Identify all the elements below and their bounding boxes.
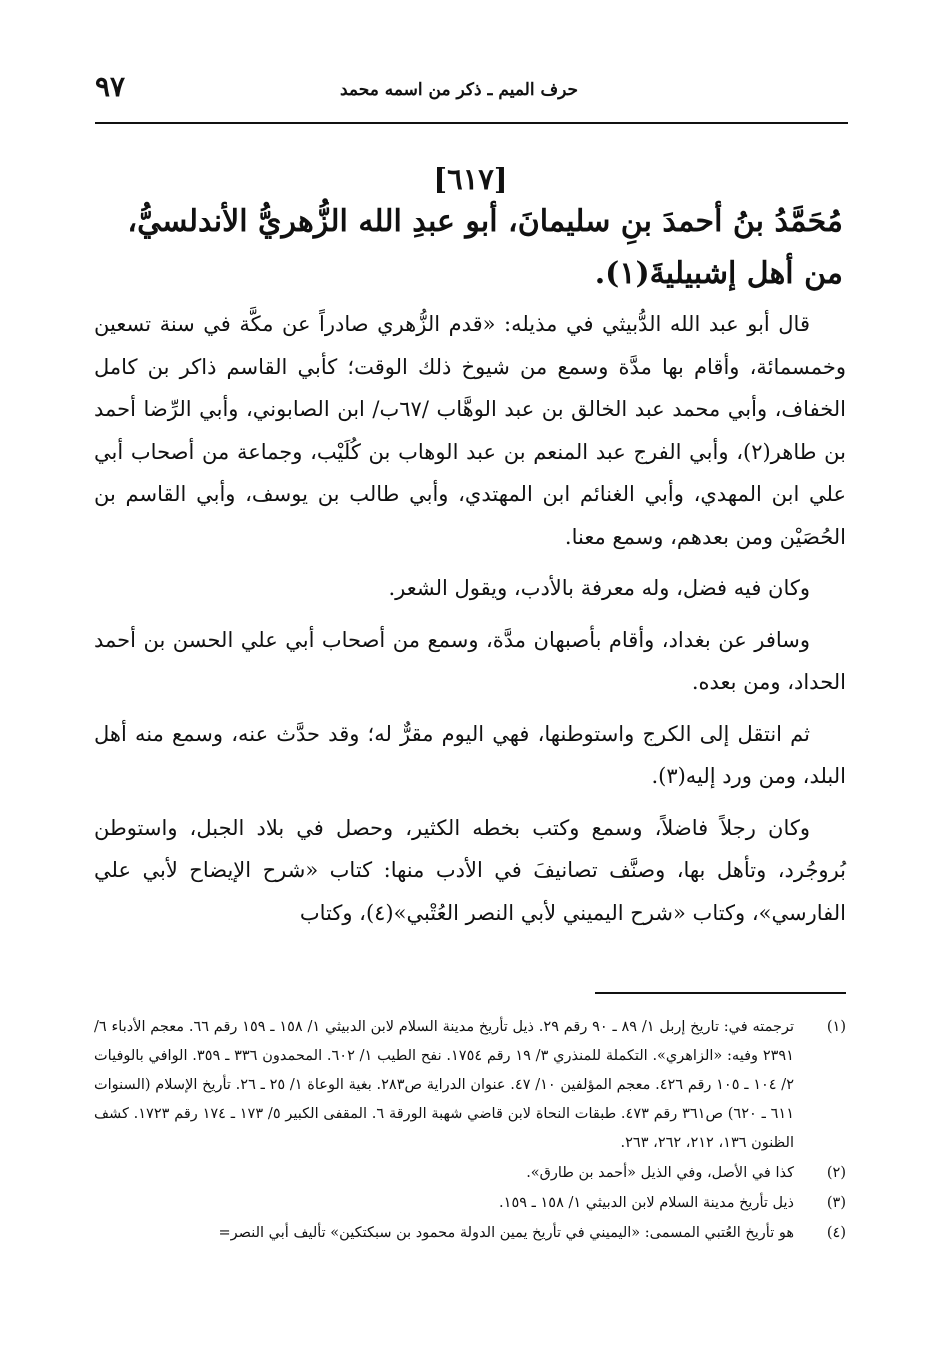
entry-number: [٦١٧] (433, 162, 508, 196)
footnote (94, 1013, 846, 1158)
paragraph (94, 567, 846, 610)
footnote-number: (٢) (826, 1165, 846, 1181)
paragraph (94, 807, 846, 935)
paragraph-text: وكان رجلاً فاضلاً، وسمع وكتب بخطه الكثير، وحصل في بلاد الجبل، واستوطن بُروجُرد، وتأهل بها، وصنَّف تصانيفَ في الأدب منها: كتاب «شرح الإيضاح لأبي علي الفارسي»، وكتاب «شرح اليميني لأبي النصر العُتْبي»(٤)، وكتاب (94, 815, 846, 925)
biography-text (94, 303, 846, 934)
paragraph (94, 619, 846, 704)
paragraph-text: ثم انتقل إلى الكرج واستوطنها، فهي اليوم مقرٌّ له؛ وقد حدَّث عنه، وسمع منه أهل البلد، ومن ورد إليه(٣). (94, 721, 846, 788)
running-title: حرف الميم ـ ذكر من اسمه محمد (339, 80, 578, 100)
paragraph-text: قال أبو عبد الله الدُّبيثي في مذيله: «قدم الزُّهري صادراً عن مكَّة في سنة تسعين وخمسمائة، وأقام بها مدَّة وسمع من شيوخ ذلك الوقت؛ كأبي القاسم ذاكر بن كامل الخفاف، وأبي محمد عبد الخالق بن عبد الوهَّاب /٦٧ب/ ابن الصابوني، وأبي الرِّضا أحمد بن طاهر(٢)، وأبي الفرج عبد المنعم بن عبد الوهاب بن كُلَيْب، وجماعة من أصحاب أبي علي ابن المهدي، وأبي الغنائم ابن المهتدي، وأبي طالب بن يوسف، وأبي القاسم بن الحُصَيْن ومن بعدهم، وسمع معنا. (94, 312, 846, 549)
footnote-divider (595, 992, 846, 994)
footnotes (94, 1013, 846, 1249)
footnote-number: (١) (826, 1019, 846, 1035)
footnote (94, 1159, 846, 1188)
footnote-text: كذا في الأصل، وفي الذيل «أحمد بن طارق». (526, 1165, 794, 1181)
footnote-text: هو تأريخ العُتبي المسمى: «اليميني في تأريخ يمين الدولة محمود بن سبكتكين» تأليف أبي النصر= (218, 1225, 794, 1241)
footnote (94, 1219, 846, 1248)
footnote (94, 1189, 846, 1218)
paragraph-text: وكان فيه فضل، وله معرفة بالأدب، ويقول الشعر. (388, 576, 810, 600)
header-divider (95, 122, 848, 124)
page-header (95, 64, 846, 114)
footnote-text: ترجمته في: تاريخ إربل ١/ ٨٩ ـ ٩٠ رقم ٢٩. ذيل تأريخ مدينة السلام لابن الدبيثي ١/ ١٥٨ ـ ١٥٩ رقم ٦٦. معجم الأدباء ٦/ ٢٣٩١ وفيه: «الزاهري». التكملة للمنذري ٣/ ١٩ رقم ١٧٥٤. نفح الطيب ١/ ٦٠٢. المحمدون ٣٣٦ ـ ٣٥٩. الوافي بالوفيات ٢/ ١٠٤ ـ ١٠٥ رقم ٤٢٦. معجم المؤلفين ١٠/ ٤٧. عنوان الدراية ص٢٨٣. بغية الوعاة ١/ ٢٥ ـ ٢٦. تأريخ الإسلام (السنوات ٦١١ ـ ٦٢٠) ص٣٦١ رقم ٤٧٣. طبقات النحاة لابن قاضي شهبة الورقة ٦. المقفى الكبير ٥/ ١٧٣ ـ ١٧٤ رقم ١٧٢٣. كشف الظنون ١٣٦، ٢١٢، ٢٦٢، ٢٦٣. (94, 1019, 795, 1151)
page-number: ٩٧ (95, 70, 126, 103)
footnote-number: (٤) (826, 1225, 846, 1241)
footnote-number: (٣) (826, 1195, 846, 1211)
footnote-text: ذيل تأريخ مدينة السلام لابن الدبيثي ١/ ١٥٨ ـ ١٥٩. (499, 1195, 794, 1211)
entry-title: مُحَمَّدُ بنُ أحمدَ بنِ سليمانَ، أبو عبدِ الله الزُّهريُّ الأندلسيُّ، من أهل إشبيليةَ(١). (127, 204, 843, 291)
paragraph-text: وسافر عن بغداد، وأقام بأصبهان مدَّة، وسمع من أصحاب أبي علي الحسن بن أحمد الحداد، ومن بعده. (94, 627, 846, 694)
paragraph (94, 303, 846, 558)
paragraph (94, 713, 846, 798)
